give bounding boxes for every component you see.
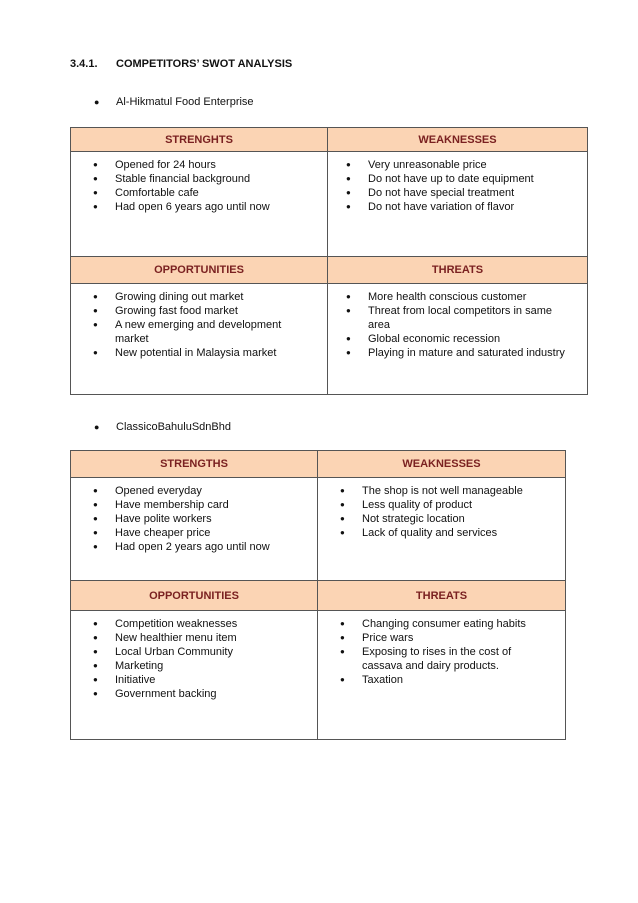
strengths-header: STRENGHTS — [71, 128, 328, 152]
bullet-icon: ● — [93, 619, 98, 628]
list-item — [346, 290, 577, 304]
bullet-icon: ● — [346, 202, 351, 211]
bullet-icon: ● — [93, 689, 98, 698]
list-item — [93, 645, 317, 659]
list-item — [346, 346, 577, 360]
weaknesses-cell — [328, 152, 588, 257]
list-item-text: Had open 2 years ago until now — [115, 541, 270, 553]
bullet-icon: ● — [340, 514, 345, 523]
list-item-text: Taxation — [362, 674, 403, 686]
list-item — [346, 332, 577, 346]
bullet-icon: ● — [340, 619, 345, 628]
bullet-icon: ● — [340, 633, 345, 642]
list-item-text: Marketing — [115, 660, 164, 672]
bullet-icon: ● — [93, 633, 98, 642]
bullet-icon: ● — [93, 174, 98, 183]
list-item — [93, 512, 317, 526]
opportunities-list — [71, 284, 327, 360]
strengths-list — [71, 152, 327, 214]
opportunities-header: OPPORTUNITIES — [71, 581, 318, 611]
list-item-text: Lack of quality and services — [362, 527, 498, 539]
strengths-cell — [71, 152, 328, 257]
threats-cell — [318, 611, 566, 740]
list-item-text: Comfortable cafe — [115, 187, 199, 199]
list-item — [340, 526, 565, 540]
bullet-icon: ● — [93, 306, 98, 315]
bullet-icon: ● — [340, 528, 345, 537]
list-item-text: Exposing to rises in the cost of cassava and dairy products. — [362, 646, 512, 672]
competitor-1-name: Al-Hikmatul Food Enterprise — [116, 96, 254, 108]
list-item — [346, 172, 587, 186]
bullet-icon: ● — [346, 348, 351, 357]
weaknesses-list — [318, 478, 565, 540]
list-item-text: Stable financial background — [115, 173, 251, 185]
bullet-icon: ● — [93, 486, 98, 495]
list-item — [93, 498, 317, 512]
list-item — [93, 659, 317, 673]
list-item — [93, 172, 327, 186]
list-item — [93, 158, 327, 172]
list-item-text: Have cheaper price — [115, 527, 211, 539]
list-item-text: The shop is not well manageable — [362, 485, 523, 497]
list-item-text: New potential in Malaysia market — [115, 347, 277, 359]
opportunities-header: OPPORTUNITIES — [71, 257, 328, 284]
threats-cell — [328, 284, 588, 395]
list-item — [346, 200, 587, 214]
bullet-icon: ● — [93, 528, 98, 537]
opportunities-cell — [71, 611, 318, 740]
list-item-text: Had open 6 years ago until now — [115, 201, 270, 213]
weaknesses-header: WEAKNESSES — [328, 128, 588, 152]
list-item — [93, 200, 327, 214]
list-item-text: Do not have variation of flavor — [368, 201, 515, 213]
bullet-icon: ● — [93, 675, 98, 684]
list-item — [340, 673, 539, 687]
list-item — [93, 617, 317, 631]
list-item-text: Opened everyday — [115, 485, 202, 497]
bullet-icon: ● — [94, 97, 100, 107]
list-item — [93, 318, 297, 346]
list-item — [346, 186, 587, 200]
bullet-icon: ● — [93, 160, 98, 169]
list-item — [340, 484, 565, 498]
list-item-text: Threat from local competitors in same area — [368, 305, 553, 331]
list-item — [340, 512, 565, 526]
list-item — [340, 645, 539, 673]
bullet-icon: ● — [93, 202, 98, 211]
bullet-icon: ● — [93, 661, 98, 670]
list-item — [346, 304, 577, 332]
weaknesses-cell — [318, 478, 566, 581]
list-item-text: Very unreasonable price — [368, 159, 487, 171]
opportunities-cell — [71, 284, 328, 395]
list-item-text: Opened for 24 hours — [115, 159, 216, 171]
list-item — [93, 540, 317, 554]
list-item-text: A new emerging and development market — [115, 319, 282, 345]
list-item — [340, 498, 565, 512]
threats-list — [318, 611, 565, 687]
section-title: COMPETITORS’ SWOT ANALYSIS — [116, 58, 293, 70]
list-item — [346, 158, 587, 172]
list-item-text: Have membership card — [115, 499, 229, 511]
bullet-icon: ● — [346, 160, 351, 169]
strengths-header: STRENGTHS — [71, 451, 318, 478]
list-item-text: Price wars — [362, 632, 414, 644]
bullet-icon: ● — [93, 320, 98, 329]
competitor-1-heading — [94, 96, 254, 108]
weaknesses-header: WEAKNESSES — [318, 451, 566, 478]
list-item-text: Playing in mature and saturated industry — [368, 347, 565, 359]
swot-table-1 — [70, 127, 588, 395]
list-item-text: Competition weaknesses — [115, 618, 238, 630]
bullet-icon: ● — [346, 306, 351, 315]
bullet-icon: ● — [346, 188, 351, 197]
threats-header: THREATS — [328, 257, 588, 284]
list-item — [340, 631, 539, 645]
section-heading — [70, 58, 292, 70]
strengths-cell — [71, 478, 318, 581]
bullet-icon: ● — [346, 334, 351, 343]
bullet-icon: ● — [93, 500, 98, 509]
list-item-text: Growing dining out market — [115, 291, 244, 303]
list-item — [93, 346, 297, 360]
bullet-icon: ● — [93, 292, 98, 301]
list-item-text: Do not have special treatment — [368, 187, 515, 199]
list-item-text: Not strategic location — [362, 513, 465, 525]
list-item — [93, 290, 297, 304]
swot-table-2 — [70, 450, 566, 740]
list-item-text: Local Urban Community — [115, 646, 233, 658]
bullet-icon: ● — [340, 647, 345, 656]
bullet-icon: ● — [346, 174, 351, 183]
list-item-text: Growing fast food market — [115, 305, 238, 317]
bullet-icon: ● — [340, 675, 345, 684]
list-item — [93, 687, 317, 701]
threats-list — [328, 284, 587, 360]
list-item — [93, 673, 317, 687]
bullet-icon: ● — [340, 500, 345, 509]
list-item — [340, 617, 539, 631]
list-item-text: More health conscious customer — [368, 291, 527, 303]
bullet-icon: ● — [340, 486, 345, 495]
list-item-text: Initiative — [115, 674, 156, 686]
bullet-icon: ● — [346, 292, 351, 301]
bullet-icon: ● — [93, 647, 98, 656]
weaknesses-list — [328, 152, 587, 214]
bullet-icon: ● — [93, 348, 98, 357]
section-number: 3.4.1. — [70, 58, 98, 70]
competitor-2-heading — [94, 421, 231, 433]
threats-header: THREATS — [318, 581, 566, 611]
bullet-icon: ● — [93, 188, 98, 197]
bullet-icon: ● — [93, 542, 98, 551]
list-item — [93, 526, 317, 540]
list-item-text: Changing consumer eating habits — [362, 618, 526, 630]
list-item-text: Have polite workers — [115, 513, 212, 525]
strengths-list — [71, 478, 317, 554]
list-item-text: Less quality of product — [362, 499, 473, 511]
list-item-text: Do not have up to date equipment — [368, 173, 534, 185]
list-item — [93, 484, 317, 498]
list-item-text: Government backing — [115, 688, 217, 700]
competitor-2-name: ClassicoBahuluSdnBhd — [116, 421, 231, 433]
list-item — [93, 186, 327, 200]
bullet-icon: ● — [93, 514, 98, 523]
list-item-text: New healthier menu item — [115, 632, 237, 644]
opportunities-list — [71, 611, 317, 701]
list-item — [93, 304, 297, 318]
list-item — [93, 631, 317, 645]
bullet-icon: ● — [94, 422, 100, 432]
list-item-text: Global economic recession — [368, 333, 501, 345]
